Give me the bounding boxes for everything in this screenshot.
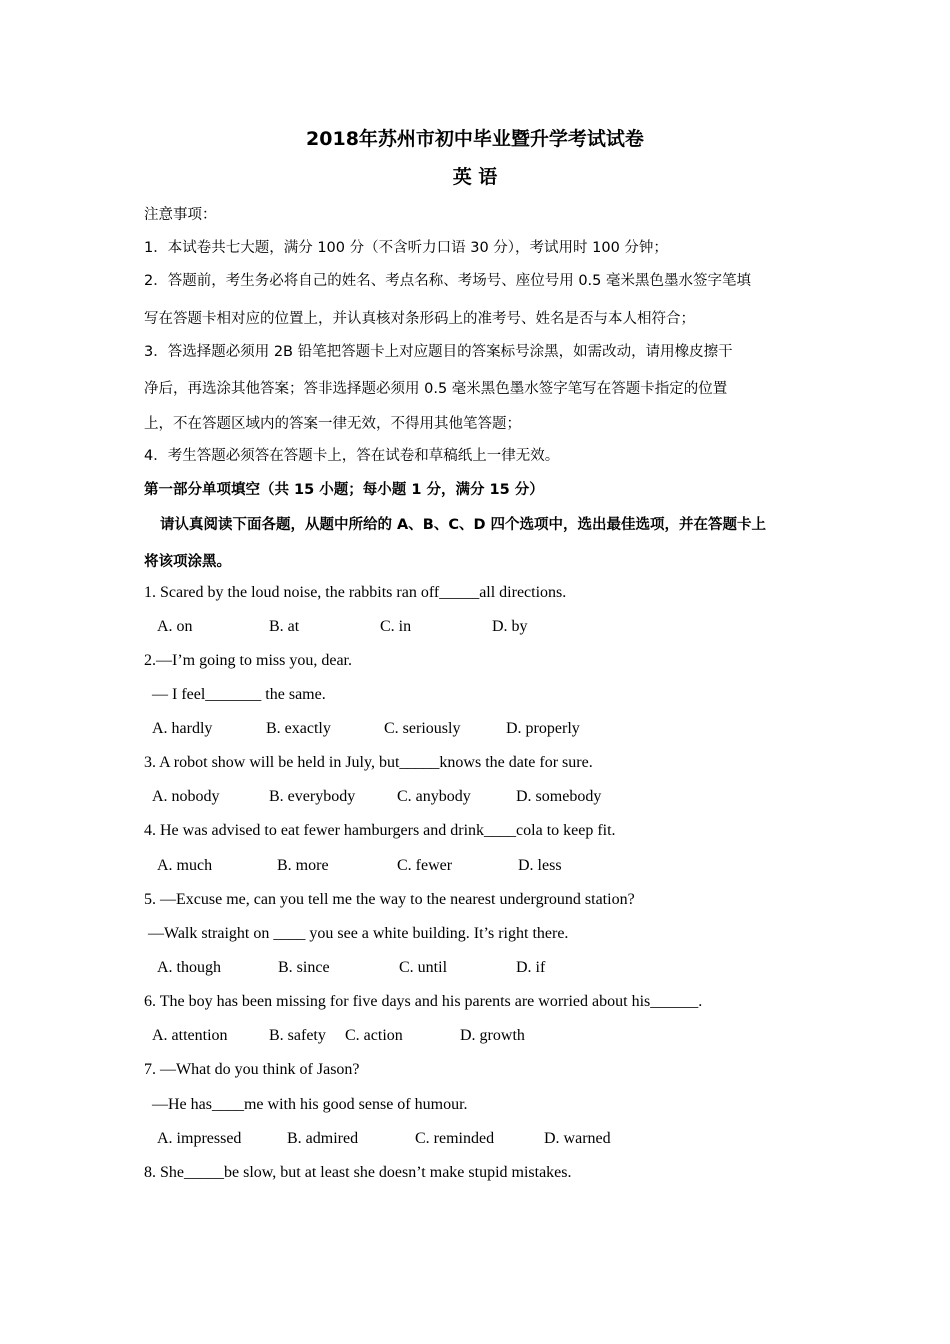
note-4: 4．考生答题必须答在答题卡上，答在试卷和草稿纸上一律无效。 [144,448,560,464]
q1-option-c: C. in [380,618,412,635]
q7-option-b: B. admired [287,1130,359,1147]
q6-option-c: C. action [345,1027,403,1044]
q4-option-a: A. much [157,857,213,874]
note-3b: 净后，再选涂其他答案；答非选择题必须用 0.5 毫米黑色墨水签字笔写在答题卡指定的位置 [144,381,728,397]
q3-option-a: A. nobody [152,788,220,805]
q2-option-a: A. hardly [152,720,213,737]
notes-heading: 注意事项： [144,207,217,223]
part1-heading: 第一部分单项填空（共 15 小题；每小题 1 分，满分 15 分） [144,482,544,498]
part1-instruction-b: 将该项涂黑。 [144,554,231,570]
subject-title: 英 语 [452,166,498,188]
q4-option-b: B. more [277,857,329,874]
q6-option-a: A. attention [152,1027,228,1044]
question-1: 1. Scared by the loud noise, the rabbits ran off_____all directions. [144,584,567,601]
question-2b: — I feel_______ the same. [152,686,326,703]
question-7a: 7. —What do you think of Jason? [144,1061,360,1078]
q2-option-d: D. properly [506,720,580,737]
q3-option-c: C. anybody [397,788,471,805]
q3-option-d: D. somebody [516,788,602,805]
q4-option-c: C. fewer [397,857,453,874]
q5-option-a: A. though [157,959,221,976]
question-2a: 2.—I’m going to miss you, dear. [144,652,352,669]
q1-option-d: D. by [492,618,528,635]
q1-option-a: A. on [157,618,193,635]
q5-option-b: B. since [278,959,330,976]
note-1: 1．本试卷共七大题，满分 100 分（不含听力口语 30 分），考试用时 100 分钟； [144,240,668,256]
note-3a: 3．答选择题必须用 2B 铅笔把答题卡上对应题目的答案标号涂黑，如需改动，请用橡皮擦干 [144,344,733,360]
question-8: 8. She_____be slow, but at least she doesn’t make stupid mistakes. [144,1164,572,1181]
question-3: 3. A robot show will be held in July, but_____knows the date for sure. [144,754,593,771]
question-4: 4. He was advised to eat fewer hamburgers and drink____cola to keep fit. [144,822,616,839]
q5-option-c: C. until [399,959,448,976]
question-5b: —Walk straight on ____ you see a white building. It’s right there. [148,925,569,942]
q4-option-d: D. less [518,857,562,874]
note-2b: 写在答题卡相对应的位置上，并认真核对条形码上的准考号、姓名是否与本人相符合； [144,311,695,327]
q6-option-b: B. safety [269,1027,326,1044]
q2-option-c: C. seriously [384,720,461,737]
q6-option-d: D. growth [460,1027,525,1044]
q7-option-c: C. reminded [415,1130,495,1147]
q3-option-b: B. everybody [269,788,356,805]
question-7b: —He has____me with his good sense of humour. [152,1096,468,1113]
q7-option-d: D. warned [544,1130,611,1147]
exam-title: 2018年苏州市初中毕业暨升学考试试卷 [306,128,644,150]
q7-option-a: A. impressed [157,1130,242,1147]
q1-option-b: B. at [269,618,300,635]
question-6: 6. The boy has been missing for five days and his parents are worried about his______. [144,993,703,1010]
part1-instruction-a: 请认真阅读下面各题，从题中所给的 A、B、C、D 四个选项中，选出最佳选项，并在答题卡上 [160,517,767,533]
q2-option-b: B. exactly [266,720,331,737]
question-5a: 5. —Excuse me, can you tell me the way to the nearest underground station? [144,891,635,908]
note-2a: 2．答题前，考生务必将自己的姓名、考点名称、考场号、座位号用 0.5 毫米黑色墨水签字笔填 [144,273,751,289]
q5-option-d: D. if [516,959,546,976]
note-3c: 上，不在答题区域内的答案一律无效，不得用其他笔答题； [144,416,521,432]
